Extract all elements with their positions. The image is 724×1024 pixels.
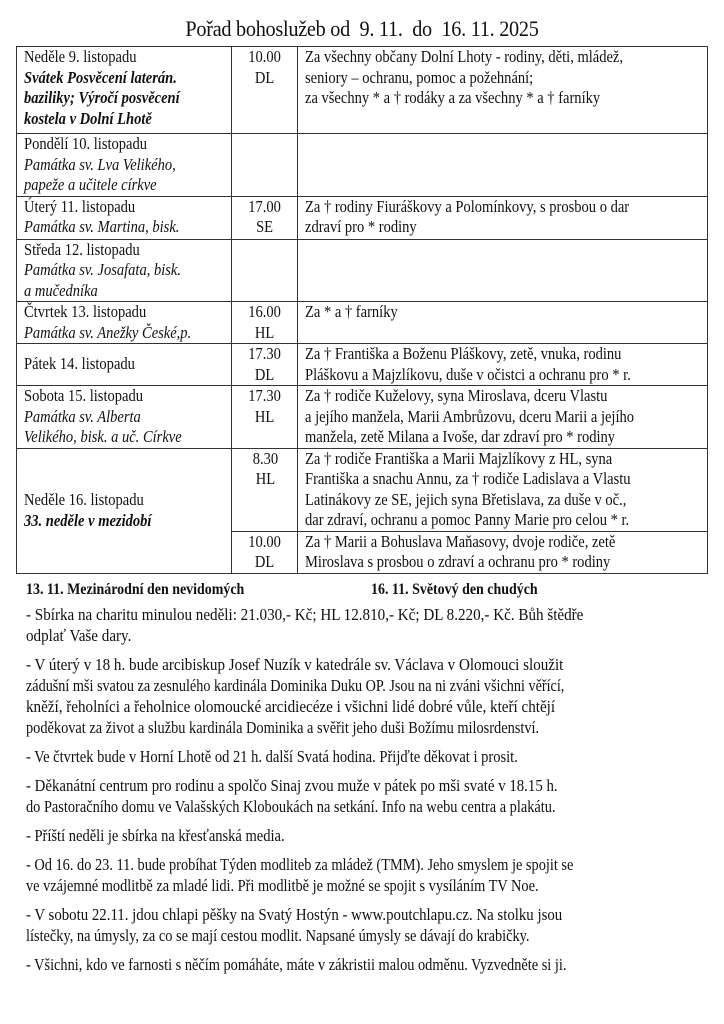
day-name: Pondělí 10. listopadu: [24, 134, 148, 153]
notice-line: lístečky, na úmysly, za co se mají cestou modlit. Napsané úmysly se dávají do krabičky.: [26, 926, 530, 945]
notice-media-collection: [26, 825, 706, 846]
notice-collection: [26, 604, 706, 646]
mass-time: 16.00: [248, 302, 282, 321]
intention-cell: [298, 448, 708, 531]
notice-line: ve vzájemné modlitbě za mladé lidi. Při modlitbě je možné se spojit s vysíláním TV Noe.: [26, 876, 539, 895]
feast-line: kostela v Dolní Lhotě: [24, 108, 152, 128]
mass-time: 17.30: [248, 344, 282, 363]
feast-line: baziliky; Výročí posvěcení: [24, 88, 180, 107]
intention-cell: [298, 344, 708, 386]
notice-line: poděkovat za život a službu kardinála Dominika a svěřit jeho duši Božímu milosrdenství.: [26, 718, 540, 737]
schedule-row: [17, 134, 708, 197]
mass-time: 10.00: [248, 531, 282, 551]
mass-time: 17.30: [248, 386, 282, 405]
feast-line: Památka sv. Lva Velikého,: [24, 154, 176, 174]
notice-line: - V sobotu 22.11. jdou chlapi pěšky na Svatý Hostýn - www.poutchlapu.cz. Na stolku jsou: [26, 905, 563, 924]
mass-place: DL: [255, 364, 275, 384]
time-cell: [232, 239, 298, 302]
intention-cell: [298, 239, 708, 302]
time-cell: [232, 448, 298, 531]
mass-place: SE: [256, 217, 274, 236]
page-title: Pořad bohoslužeb od 9. 11. do 16. 11. 2025: [185, 16, 539, 41]
day-name: Neděle 16. listopadu: [24, 490, 144, 509]
day-name: Čtvrtek 13. listopadu: [24, 302, 147, 321]
intention-line: Latinákovy ze SE, jejich syna Břetislava, za duše v oč.,: [305, 489, 627, 509]
mass-place: DL: [255, 67, 275, 87]
intention-line: Za † rodiče Františka a Marii Majzlíkovy z HL, syna: [305, 448, 613, 468]
time-cell: [232, 386, 298, 449]
intention-line: seniory – ochranu, pomoc a požehnání;: [305, 67, 534, 87]
schedule-row: [17, 344, 708, 386]
intention-cell: [298, 531, 708, 573]
day-cell: [17, 47, 232, 134]
notice-holy-hour: [26, 746, 706, 767]
intention-line: dar zdraví, ochranu a pomoc Panny Marie pro celou * r.: [305, 510, 630, 529]
feast-line: Svátek Posvěcení laterán.: [24, 67, 177, 87]
announcements: [26, 604, 706, 983]
intention-line: Za * a † farníky: [305, 302, 398, 321]
notice-line: kněží, řeholníci a řeholnice olomoucké arcidiecéze i všichni lidé dobré vůle, kteří chtějí: [26, 697, 556, 716]
day-cell: [17, 448, 232, 573]
feast-line: a mučedníka: [24, 280, 98, 300]
day-cell: [17, 134, 232, 197]
day-name: Úterý 11. listopadu: [24, 196, 136, 216]
intention-line: Pláškovu a Majzlíkovu, duše v očistci a ochranu pro * r.: [305, 364, 631, 384]
mass-time: 17.00: [248, 196, 282, 216]
intention-line: a jejího manžela, Marii Ambrůzovu, dceru Marii a jejího: [305, 406, 635, 426]
intention-cell: [298, 302, 708, 344]
intention-line: Za † Marii a Bohuslava Maňasovy, dvoje rodiče, zetě: [305, 531, 616, 551]
notice-men-meeting: [26, 775, 706, 817]
notice-line: - Sbírka na charitu minulou neděli: 21.030,- Kč; HL 12.810,- Kč; DL 8.220,- Kč. Bůh štědře: [26, 605, 584, 624]
day-name: Pátek 14. listopadu: [24, 354, 135, 374]
feast-line: Památka sv. Anežky České,p.: [24, 322, 192, 342]
schedule-row: [17, 386, 708, 449]
intention-cell: [298, 47, 708, 134]
notice-line: zádušní mši svatou za zesnulého kardinála Dominika Duku OP. Jsou na ni zváni všichni věřící,: [26, 676, 565, 695]
feast-line: Velikého, bisk. a uč. Církve: [24, 427, 182, 446]
time-cell: [232, 196, 298, 239]
mass-place: HL: [255, 406, 275, 426]
intention-line: manžela, zetě Milana a Ivoše, dar zdraví pro * rodiny: [305, 427, 616, 446]
day-cell: [17, 344, 232, 386]
day-name: Středa 12. listopadu: [24, 239, 140, 259]
notice-pilgrimage: [26, 904, 706, 946]
time-cell: [232, 531, 298, 573]
subheading-poor-day: 16. 11. Světový den chudých: [371, 581, 538, 598]
feast-line: Památka sv. Martina, bisk.: [24, 217, 180, 236]
schedule-row: [17, 47, 708, 134]
mass-time: 10.00: [248, 47, 282, 66]
intention-cell: [298, 196, 708, 239]
notice-line: odplať Vaše dary.: [26, 626, 132, 645]
notice-line: - Všichni, kdo ve farnosti s něčím pomáháte, máte v zákristii malou odměnu. Vyzvedněte si ji.: [26, 955, 567, 974]
notice-line: do Pastoračního domu ve Valašských Kloboukách na setkání. Info na webu centra a plakátu.: [26, 797, 556, 816]
intention-cell: [298, 386, 708, 449]
schedule-row: [17, 239, 708, 302]
time-cell: [232, 47, 298, 134]
mass-schedule-table: [16, 46, 708, 574]
feast-line: Památka sv. Alberta: [24, 406, 141, 426]
day-name: Sobota 15. listopadu: [24, 386, 143, 405]
intention-line: za všechny * a † rodáky a za všechny * a † farníky: [305, 88, 601, 107]
feast-line: papeže a učitele církve: [24, 175, 157, 194]
mass-place: DL: [255, 552, 275, 571]
intention-line: Františka a snachu Annu, za † rodiče Ladislava a Vlastu: [305, 469, 631, 488]
day-cell: [17, 386, 232, 449]
mass-time: 8.30: [252, 448, 278, 468]
time-cell: [232, 134, 298, 197]
intention-line: Za † Františka a Boženu Pláškovy, zetě, vnuka, rodinu: [305, 344, 622, 363]
notice-line: - Příští neděli je sbírka na křesťanská media.: [26, 826, 285, 845]
notice-line: - V úterý v 18 h. bude arcibiskup Josef Nuzík v katedrále sv. Václava v Olomouci sloužit: [26, 655, 564, 674]
notice-line: - Děkanátní centrum pro rodinu a spolčo Sinaj zvou muže v pátek po mši svaté v 18.15 h.: [26, 776, 558, 795]
intention-cell: [298, 134, 708, 197]
intention-line: zdraví pro * rodiny: [305, 217, 417, 236]
time-cell: [232, 302, 298, 344]
schedule-row: [17, 302, 708, 344]
feast-line: 33. neděle v mezidobí: [24, 510, 152, 530]
notice-line: - Ve čtvrtek bude v Horní Lhotě od 21 h. další Svatá hodina. Přijďte děkovat i prosit.: [26, 747, 518, 766]
time-cell: [232, 344, 298, 386]
subheading-blind-day: 13. 11. Mezinárodní den nevidomých: [26, 581, 245, 598]
day-cell: [17, 196, 232, 239]
intention-line: Za † rodiče Kuželovy, syna Miroslava, dceru Vlastu: [305, 386, 608, 405]
day-name: Neděle 9. listopadu: [24, 47, 137, 66]
notice-requiem: [26, 654, 706, 738]
intention-line: Miroslava s prosbou o zdraví a ochranu pro * rodiny: [305, 552, 611, 571]
feast-line: Památka sv. Josafata, bisk.: [24, 260, 182, 279]
mass-place: HL: [255, 322, 275, 342]
notice-youth-prayer-week: [26, 854, 706, 896]
notice-volunteer-gift: [26, 954, 706, 975]
intention-line: Za † rodiny Fiuráškovy a Polomínkovy, s prosbou o dar: [305, 196, 630, 216]
schedule-row: [17, 196, 708, 239]
day-cell: [17, 239, 232, 302]
mass-place: HL: [255, 469, 275, 488]
schedule-row: [17, 448, 708, 531]
day-cell: [17, 302, 232, 344]
intention-line: Za všechny občany Dolní Lhoty - rodiny, děti, mládež,: [305, 47, 624, 66]
notice-line: - Od 16. do 23. 11. bude probíhat Týden modliteb za mládež (TMM). Jeho smyslem je spojit se: [26, 855, 574, 874]
